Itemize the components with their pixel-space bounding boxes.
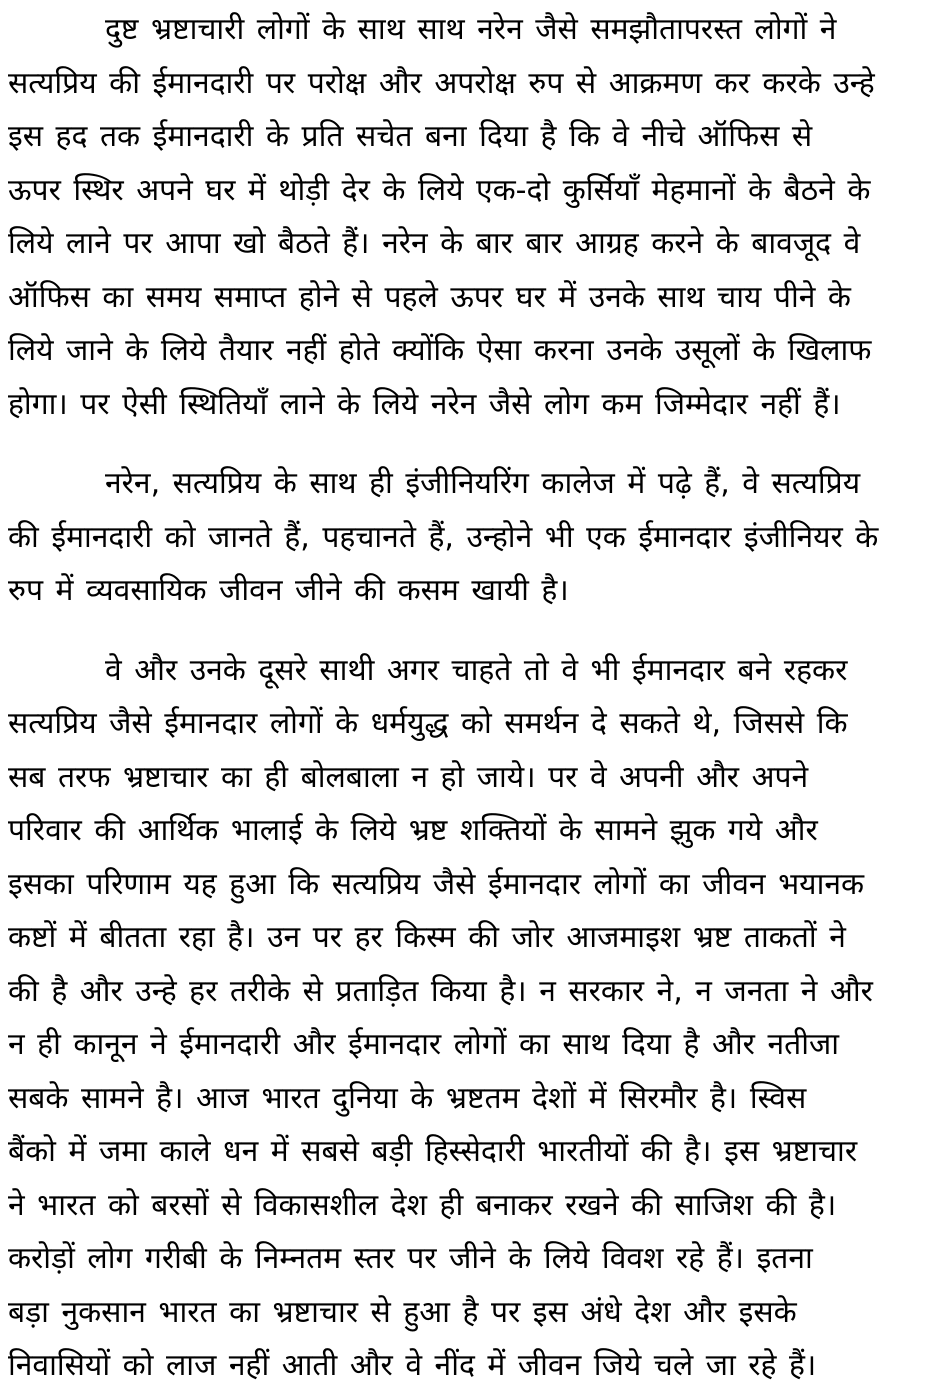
text-line: करोड़ों लोग गरीबी के निम्नतम स्तर पर जीने के लिये विवश रहे हैं। इतना <box>8 1241 813 1276</box>
text-line: सत्यप्रिय जैसे ईमानदार लोगों के धर्मयुद्ध को समर्थन दे सकते थे, जिससे कि <box>8 706 848 741</box>
text-line: कष्टों में बीतता रहा है। उन पर हर किस्म की जोर आजमाइश भ्रष्ट ताकतों ने <box>8 920 846 955</box>
text-line: लिये लाने पर आपा खो बैठते हैं। नरेन के बार बार आग्रह करने के बावजूद वे <box>8 226 861 261</box>
text-line: सत्यप्रिय की ईमानदारी पर परोक्ष और अपरोक्ष रुप से आक्रमण कर करके उन्हे <box>8 65 875 101</box>
text-line: इस हद तक ईमानदारी के प्रति सचेत बना दिया है कि वे नीचे ऑफिस से <box>8 119 813 154</box>
paragraph-2 <box>8 457 930 618</box>
text-line: ऊपर स्थिर अपने घर में थोड़ी देर के लिये एक-दो कुर्सियाँ मेहमानों के बैठने के <box>8 172 871 208</box>
text-line: निवासियों को लाज नहीं आती और वे नींद में जीवन जिये चले जा रहे हैं। <box>8 1348 817 1383</box>
text-line: ऑफिस का समय समाप्त होने से पहले ऊपर घर में उनके साथ चाय पीने के <box>8 279 851 315</box>
text-line: सब तरफ भ्रष्टाचार का ही बोलबाला न हो जाये। पर वे अपनी और अपने <box>8 759 809 795</box>
text-line: की ईमानदारी को जानते हैं, पहचानते हैं, उन्होने भी एक ईमानदार इंजीनियर के <box>8 519 879 555</box>
text-line: ने भारत को बरसों से विकासशील देश ही बनाकर रखने की साजिश की है। <box>8 1187 837 1223</box>
text-line: वे और उनके दूसरे साथी अगर चाहते तो वे भी ईमानदार बने रहकर <box>105 652 848 688</box>
text-line: न ही कानून ने ईमानदारी और ईमानदार लोगों का साथ दिया है और नतीजा <box>8 1027 840 1062</box>
text-line: रुप में व्यवसायिक जीवन जीने की कसम खायी है। <box>8 573 569 608</box>
text-line: दुष्ट भ्रष्टाचारी लोगों के साथ साथ नरेन जैसे समझौतापरस्त लोगों ने <box>105 12 837 47</box>
text-line: लिये जाने के लिये तैयार नहीं होते क्योंकि ऐसा करना उनके उसूलों के खिलाफ <box>8 333 872 368</box>
text-line: होगा। पर ऐसी स्थितियाँ लाने के लिये नरेन जैसे लोग कम जिम्मेदार नहीं हैं। <box>8 386 841 422</box>
text-line: बैंको में जमा काले धन में सबसे बड़ी हिस्सेदारी भारतीयों की है। इस भ्रष्टाचार <box>8 1134 858 1169</box>
text-line: नरेन, सत्यप्रिय के साथ ही इंजीनियरिंग कालेज में पढ़े हैं, वे सत्यप्रिय <box>105 466 861 501</box>
text-line: बड़ा नुकसान भारत का भ्रष्टाचार से हुआ है पर इस अंधे देश और इसके <box>8 1294 797 1330</box>
text-line: सबके सामने है। आज भारत दुनिया के भ्रष्टतम देशों में सिरमौर है। स्विस <box>8 1080 807 1116</box>
text-line: इसका परिणाम यह हुआ कि सत्यप्रिय जैसे ईमानदार लोगों का जीवन भयानक <box>8 866 865 902</box>
paragraph-1 <box>8 3 930 431</box>
text-line: परिवार की आर्थिक भालाई के लिये भ्रष्ट शक्तियों के सामने झुक गये और <box>8 813 818 848</box>
text-line: की है और उन्हे हर तरीके से प्रताड़ित किया है। न सरकार ने, न जनता ने और <box>8 973 873 1009</box>
paragraph-3 <box>8 644 930 1393</box>
